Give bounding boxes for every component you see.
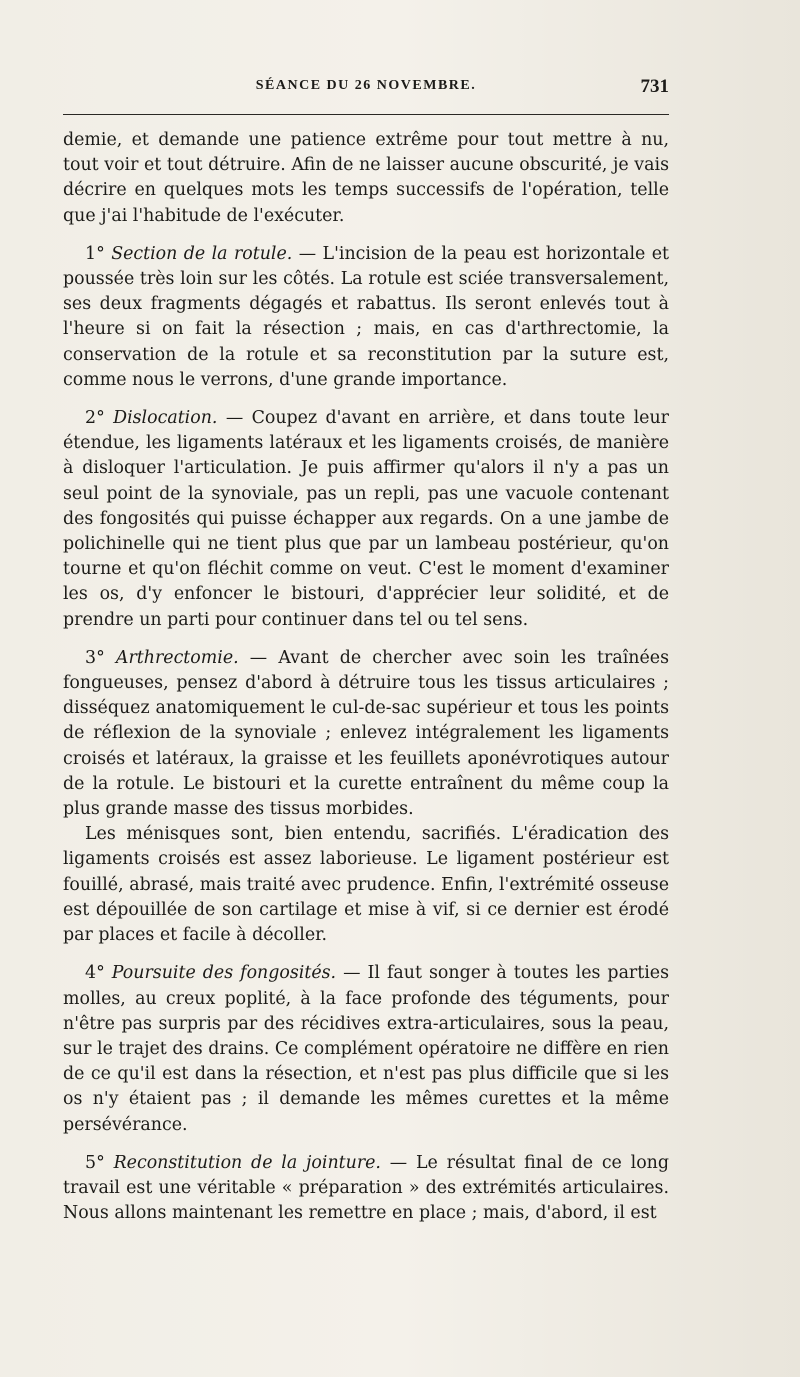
paragraph-text: L'incision de la peau est horizontale et poussée très loin sur les côtés. La rotule est sciée transversalement, ses deux fragments dégagés et rabattus. Ils seront enlevés tout à l'heure si on fait la résection ; mais, en cas d'arthrectomie, la conservation de la rotule et sa reconstitution par la suture est, comme nous le verrons, d'une grande importance.: [63, 243, 670, 390]
paragraph-section-2: [63, 406, 669, 633]
paragraph-text: demie, et demande une patience extrême pour tout mettre à nu, tout voir et tout détruire. Afin de ne laisser aucune obscurité, je vais décrire en quelques mots les temps successifs de l'opération, telle que j'ai l'habitude de l'exécuter.: [63, 130, 669, 226]
paragraph-continuation: [63, 128, 669, 229]
section-dash: —: [225, 408, 244, 429]
section-heading: Section de la rotule.: [111, 243, 293, 264]
section-number: 1°: [85, 243, 105, 264]
section-dash: —: [389, 1152, 408, 1173]
header-title: SÉANCE DU 26 NOVEMBRE.: [255, 78, 477, 93]
section-dash: —: [249, 647, 268, 668]
section-number: 5°: [85, 1152, 105, 1173]
body-text: [63, 128, 669, 1226]
section-heading: Reconstitution de la jointure.: [113, 1152, 381, 1173]
section-dash: —: [298, 243, 317, 264]
section-heading: Poursuite des fongosités.: [111, 963, 337, 984]
section-number: 2°: [85, 408, 105, 429]
section-heading: Arthrectomie.: [115, 647, 239, 668]
paragraph-section-1: [63, 242, 669, 393]
paragraph-section-3: [63, 646, 669, 822]
paragraph-section-4: [63, 961, 669, 1137]
paragraph-text: Coupez d'avant en arrière, et dans toute leur étendue, les ligaments latéraux et les ligaments croisés, de manière à disloquer l'articulation. Je puis affirmer qu'alors il n'y a pas un seul point de la synoviale, pas un repli, pas une vacuole contenant des fongosités qui puisse échapper aux regards. On a une jambe de polichinelle qui ne tient plus que par un lambeau postérieur, qu'on tourne et qu'on fléchit comme on veut. C'est le moment d'examiner les os, d'y enfoncer le bistouri, d'apprécier leur solidité, et de prendre un parti pour continuer dans tel ou tel sens.: [63, 408, 669, 630]
header-rule: [63, 114, 669, 115]
paragraph-text: Il faut songer à toutes les parties molles, au creux poplité, à la face profonde des téguments, pour n'être pas surpris par des récidives extra-articulaires, sous la peau, sur le trajet des drains. Ce complément opératoire ne diffère en rien de ce qu'il est dans la résection, et n'est pas plus difficile que si les os n'y étaient pas ; il demande les mêmes curettes et la même persévérance.: [63, 963, 670, 1135]
section-number: 4°: [85, 963, 105, 984]
paragraph-text: Le résultat final de ce long travail est une véritable « préparation » des extrémités articulaires. Nous allons maintenant les remettre en place ; mais, d'abord, il est: [63, 1152, 670, 1224]
paragraph-text: Les ménisques sont, bien entendu, sacrifiés. L'éradication des ligaments croisés est assez laborieuse. Le ligament postérieur est fouillé, abrasé, mais traité avec prudence. Enfin, l'extrémité osseuse est dépouillée de son cartilage et mise à vif, si ce dernier est érodé par places et facile à décoller.: [63, 824, 669, 946]
section-heading: Dislocation.: [113, 408, 218, 429]
paragraph-text: Avant de chercher avec soin les traînées fongueuses, pensez d'abord à détruire tous les tissus articulaires ; disséquez anatomiquement le cul-de-sac supérieur et tous les points de réflexion de la synoviale ; enlevez intégralement les ligaments croisés et latéraux, la graisse et les feuillets aponévrotiques autour de la rotule. Le bistouri et la curette entraînent du même coup la plus grande masse des tissus morbides.: [63, 647, 669, 820]
paragraph-menisques: [63, 822, 669, 948]
section-number: 3°: [85, 647, 105, 668]
page-number: 731: [640, 76, 669, 97]
section-dash: —: [343, 963, 361, 984]
running-header: [63, 78, 669, 104]
paragraph-section-5: [63, 1151, 669, 1227]
